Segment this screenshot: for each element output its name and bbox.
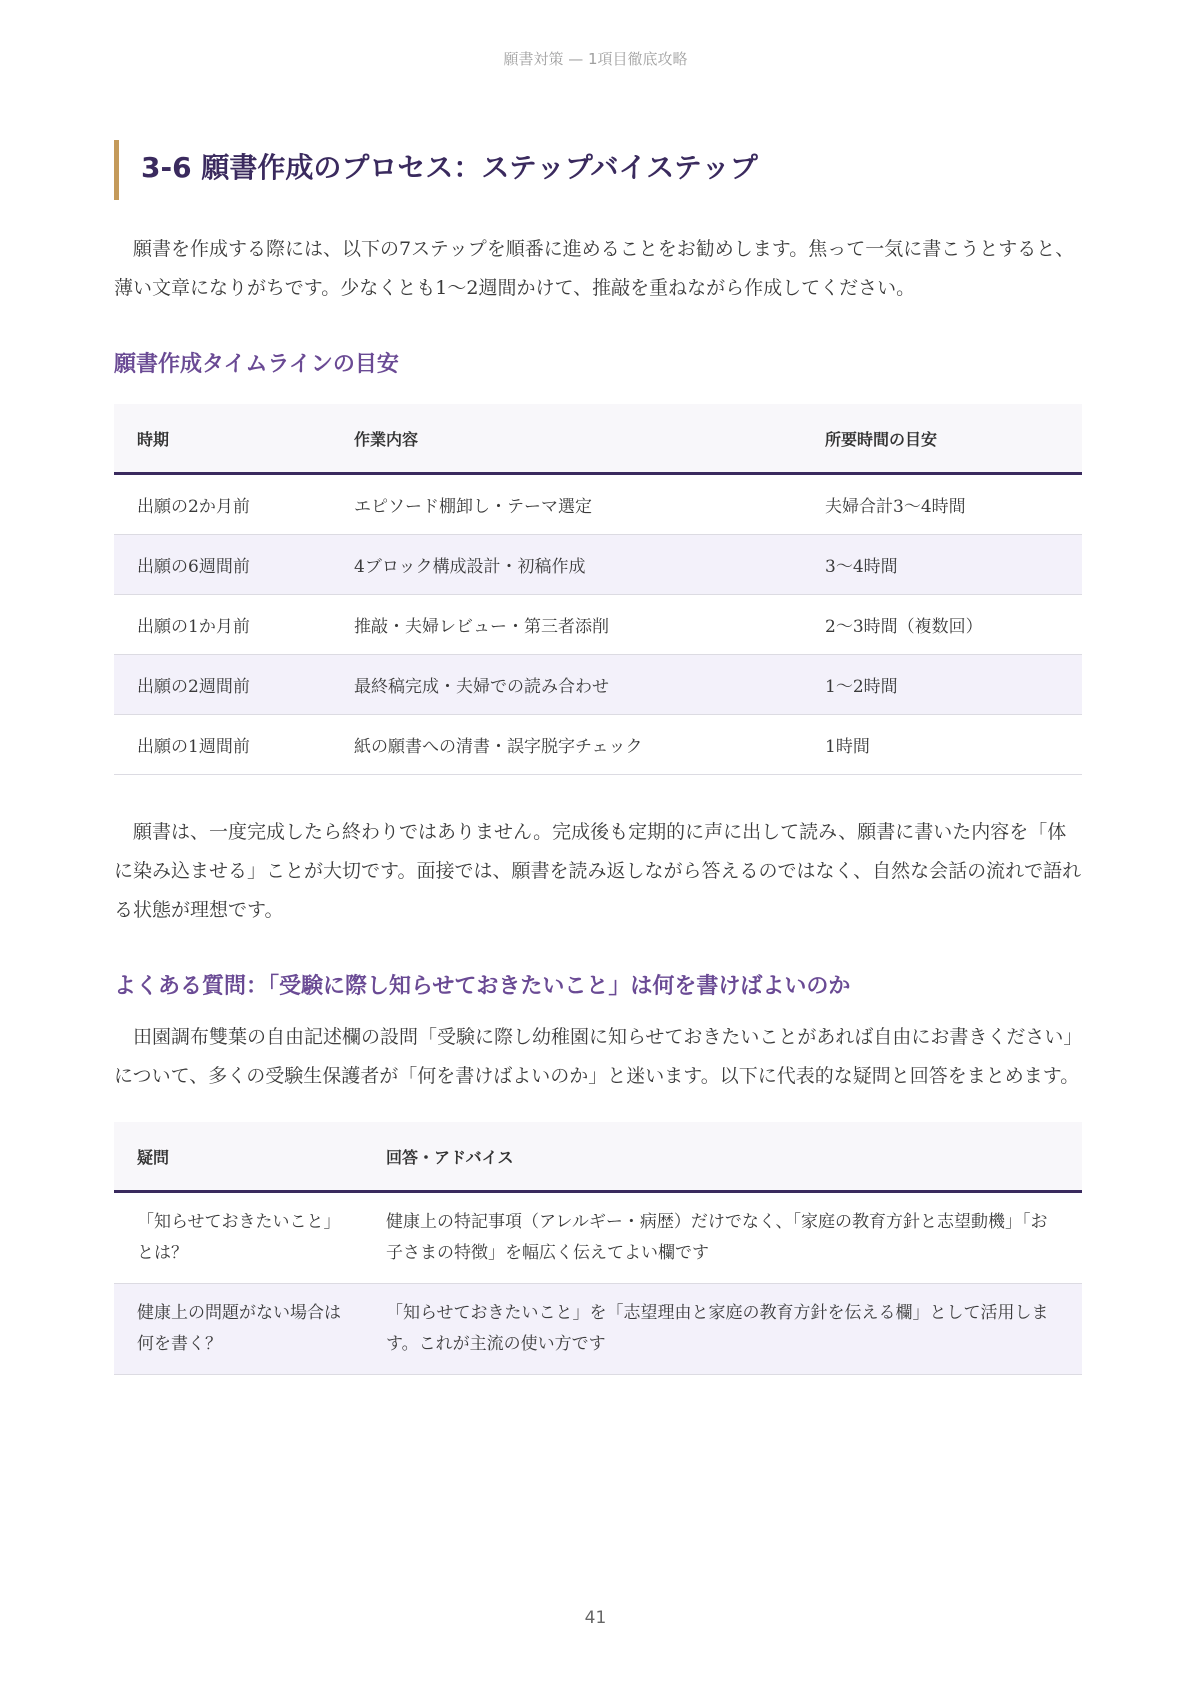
cell-duration: 2〜3時間（複数回） xyxy=(802,595,1082,655)
table-row xyxy=(114,1192,1082,1284)
cell-duration: 3〜4時間 xyxy=(802,535,1082,595)
cell-duration: 1〜2時間 xyxy=(802,655,1082,715)
cell-period: 出願の1週間前 xyxy=(114,715,331,775)
page-number: 41 xyxy=(584,1608,607,1628)
cell-answer: 健康上の特記事項（アレルギー・病歴）だけでなく、「家庭の教育方針と志望動機」「お子さまの特徴」を幅広く伝えてよい欄です xyxy=(363,1192,1082,1284)
cell-question: 健康上の問題がない場合は何を書く？ xyxy=(114,1284,363,1375)
cell-task: 最終稿完成・夫婦での読み合わせ xyxy=(331,655,802,715)
page-content xyxy=(114,140,1082,1375)
faq-paragraph: 田園調布雙葉の自由記述欄の設問「受験に際し幼稚園に知らせておきたいことがあれば自由にお書きください」について、多くの受験生保護者が「何を書けばよいのか」と迷います。以下に代表的な疑問と回答をまとめます。 xyxy=(114,1026,1080,1087)
column-header-task: 作業内容 xyxy=(331,404,802,474)
cell-task: エピソード棚卸し・テーマ選定 xyxy=(331,474,802,535)
cell-period: 出願の2週間前 xyxy=(114,655,331,715)
cell-duration: 1時間 xyxy=(802,715,1082,775)
column-header-period: 時期 xyxy=(114,404,331,474)
table-row xyxy=(114,595,1082,655)
cell-task: 推敲・夫婦レビュー・第三者添削 xyxy=(331,595,802,655)
table-row xyxy=(114,1284,1082,1375)
middle-paragraph: 願書は、一度完成したら終わりではありません。完成後も定期的に声に出して読み、願書に書いた内容を「体に染み込ませる」ことが大切です。面接では、願書を読み返しながら答えるのではなく、自然な会話の流れで語れる状態が理想です。 xyxy=(114,821,1082,921)
timeline-table xyxy=(114,404,1082,775)
faq-table xyxy=(114,1122,1082,1375)
table-row xyxy=(114,715,1082,775)
table-header-row xyxy=(114,1122,1082,1192)
table-row xyxy=(114,474,1082,535)
section-title: 3-6 願書作成のプロセス：ステップバイステップ xyxy=(114,140,1082,200)
cell-answer: 「知らせておきたいこと」を「志望理由と家庭の教育方針を伝える欄」として活用します。これが主流の使い方です xyxy=(363,1284,1082,1375)
intro-paragraph: 願書を作成する際には、以下の7ステップを順番に進めることをお勧めします。焦って一気に書こうとすると、薄い文章になりがちです。少なくとも1〜2週間かけて、推敲を重ねながら作成してください。 xyxy=(114,238,1075,299)
cell-period: 出願の2か月前 xyxy=(114,474,331,535)
column-header-duration: 所要時間の目安 xyxy=(802,404,1082,474)
timeline-heading: 願書作成タイムラインの目安 xyxy=(114,352,399,377)
table-row xyxy=(114,535,1082,595)
table-header-row xyxy=(114,404,1082,474)
table-row xyxy=(114,655,1082,715)
cell-task: 4ブロック構成設計・初稿作成 xyxy=(331,535,802,595)
column-header-question: 疑問 xyxy=(114,1122,363,1192)
cell-task: 紙の願書への清書・誤字脱字チェック xyxy=(331,715,802,775)
cell-period: 出願の6週間前 xyxy=(114,535,331,595)
cell-question: 「知らせておきたいこと」とは？ xyxy=(114,1192,363,1284)
column-header-answer: 回答・アドバイス xyxy=(363,1122,1082,1192)
running-header: 願書対策 — 1項目徹底攻略 xyxy=(503,50,688,68)
cell-duration: 夫婦合計3〜4時間 xyxy=(802,474,1082,535)
faq-heading: よくある質問：「受験に際し知らせておきたいこと」は何を書けばよいのか xyxy=(114,974,851,999)
cell-period: 出願の1か月前 xyxy=(114,595,331,655)
